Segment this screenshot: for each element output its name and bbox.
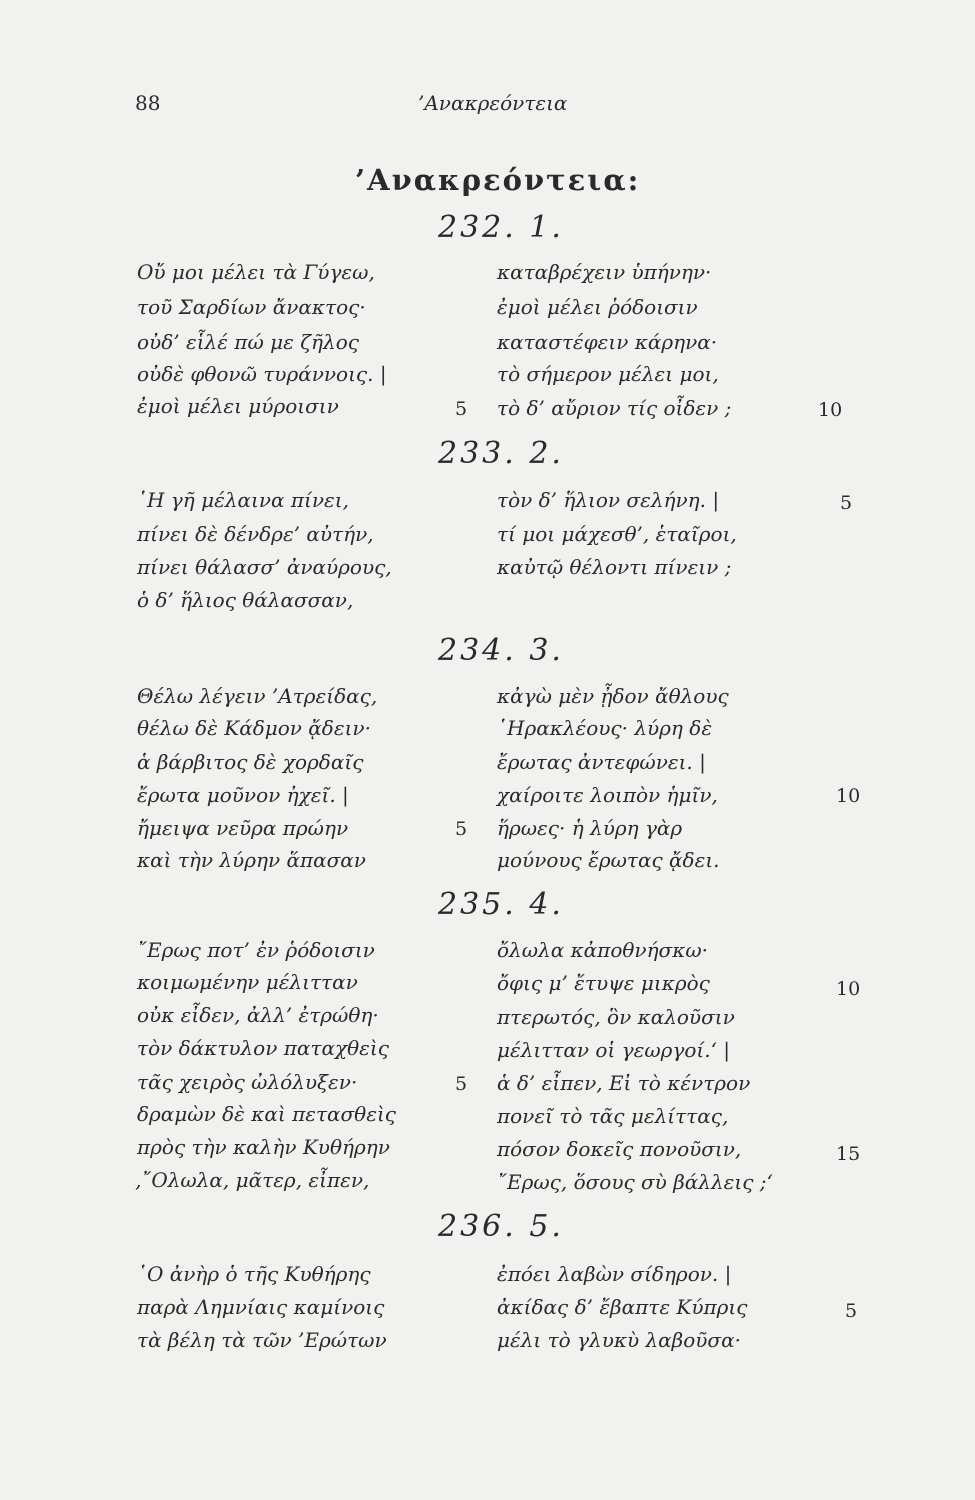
verse-line: πίνει δὲ δένδρε’ αὐτήν, (137, 522, 374, 546)
verse-line: καταβρέχειν ὑπήνην· (497, 260, 712, 284)
verse-line: ῾Ο ἀνὴρ ὁ τῆς Κυθήρης (137, 1262, 371, 1286)
verse-line: πίνει θάλασσ’ ἀναύρους, (137, 555, 392, 579)
verse-line: τὸ σήμερον μέλει μοι, (497, 362, 719, 386)
verse-line: πρὸς τὴν καλὴν Κυθήρην (137, 1135, 390, 1159)
verse-line: οὐκ εἶδεν, ἀλλ’ ἐτρώθη· (137, 1003, 379, 1027)
verse-line: κἀγὼ μὲν ᾖδον ἄθλους (497, 684, 729, 708)
verse-line: ἔρωτας ἀντεφώνει. | (497, 750, 706, 774)
verse-line: δραμὼν δὲ καὶ πετασθεὶς (137, 1102, 396, 1126)
verse-line: ῾Η γῆ μέλαινα πίνει, (137, 488, 349, 512)
verse-line: ὁ δ’ ἥλιος θάλασσαν, (137, 588, 354, 612)
line-number: 10 (836, 978, 861, 1000)
verse-line: τὸν δ’ ἥλιον σελήνη. | (497, 488, 720, 512)
ode-number: 232. 1. (438, 210, 564, 245)
verse-line: κοιμωμένην μέλιτταν (137, 970, 358, 994)
verse-line: τὸν δάκτυλον παταχθεὶς (137, 1036, 389, 1060)
verse-line: ἐμοὶ μέλει μύροισιν (137, 394, 339, 418)
verse-line: ‚῎Ολωλα, μᾶτερ, εἶπεν, (135, 1168, 370, 1192)
ode-number: 234. 3. (438, 633, 564, 668)
ode-number: 235. 4. (438, 887, 564, 922)
verse-line: οὐδὲ φθονῶ τυράννοις. | (137, 362, 387, 386)
verse-line: ἤμειψα νεῦρα πρώην (137, 816, 349, 840)
verse-line: μούνους ἔρωτας ᾄδει. (497, 848, 720, 872)
verse-line: ἥρωες· ἡ λύρη γὰρ (497, 816, 683, 840)
verse-line: θέλω δὲ Κάδμον ᾄδειν· (137, 716, 371, 740)
verse-line: πτερωτός, ὃν καλοῦσιν (497, 1005, 735, 1029)
line-number: 10 (818, 399, 843, 421)
verse-line: ἔρωτα μοῦνον ἠχεῖ. | (137, 783, 349, 807)
verse-line: καταστέφειν κάρηνα· (497, 330, 718, 354)
verse-line: καὐτῷ θέλοντι πίνειν ; (497, 555, 732, 579)
verse-line: ἐπόει λαβὼν σίδηρον. | (497, 1262, 732, 1286)
verse-line: τὸ δ’ αὔριον τίς οἶδεν ; (497, 396, 732, 420)
verse-line: ὄλωλα κἀποθνήσκω· (497, 938, 708, 962)
verse-line: Οὔ μοι μέλει τὰ Γύγεω, (137, 260, 375, 284)
line-number: 5 (455, 1073, 468, 1095)
ode-number: 236. 5. (438, 1209, 564, 1244)
page-title: ’Ανακρεόντεια: (355, 163, 641, 197)
line-number: 5 (455, 398, 468, 420)
running-head: ’Ανακρεόντεια (418, 91, 568, 115)
verse-line: καὶ τὴν λύρην ἅπασαν (137, 848, 366, 872)
page-number: 88 (135, 91, 161, 115)
verse-line: ἁ δ’ εἶπεν, Εἰ τὸ κέντρον (497, 1071, 751, 1095)
verse-line: ὄφις μ’ ἔτυψε μικρὸς (497, 971, 710, 995)
line-number: 5 (840, 492, 853, 514)
verse-line: μέλι τὸ γλυκὺ λαβοῦσα· (497, 1328, 741, 1352)
verse-line: ἀκίδας δ’ ἔβαπτε Κύπρις (497, 1295, 748, 1319)
verse-line: χαίροιτε λοιπὸν ἡμῖν, (497, 783, 718, 807)
ode-number: 233. 2. (438, 436, 564, 471)
line-number: 10 (836, 785, 861, 807)
verse-line: οὐδ’ εἷλέ πώ με ζῆλος (137, 330, 359, 354)
verse-line: ῾Ηρακλέους· λύρη δὲ (497, 716, 713, 740)
verse-line: τοῦ Σαρδίων ἄνακτος· (137, 295, 366, 319)
verse-line: ῎Ερως ποτ’ ἐν ῥόδοισιν (137, 938, 375, 962)
verse-line: τὰ βέλη τὰ τῶν ’Ερώτων (137, 1328, 387, 1352)
verse-line: ἐμοὶ μέλει ῥόδοισιν (497, 295, 698, 319)
verse-line: τᾶς χειρὸς ὠλόλυξεν· (137, 1070, 358, 1094)
line-number: 15 (836, 1143, 861, 1165)
verse-line: ἁ βάρβιτος δὲ χορδαῖς (137, 750, 364, 774)
verse-line: τί μοι μάχεσθ’, ἑταῖροι, (497, 522, 737, 546)
verse-line: παρὰ Λημνίαις καμίνοις (137, 1295, 385, 1319)
line-number: 5 (845, 1300, 858, 1322)
verse-line: μέλιτταν οἱ γεωργοί.‘ | (497, 1038, 731, 1062)
verse-line: πονεῖ τὸ τᾶς μελίττας, (497, 1104, 729, 1128)
verse-line: ῎Ερως, ὅσους σὺ βάλλεις ;‘ (497, 1170, 773, 1194)
line-number: 5 (455, 818, 468, 840)
verse-line: πόσον δοκεῖς πονοῦσιν, (497, 1137, 742, 1161)
verse-line: Θέλω λέγειν ’Ατρείδας, (137, 684, 378, 708)
